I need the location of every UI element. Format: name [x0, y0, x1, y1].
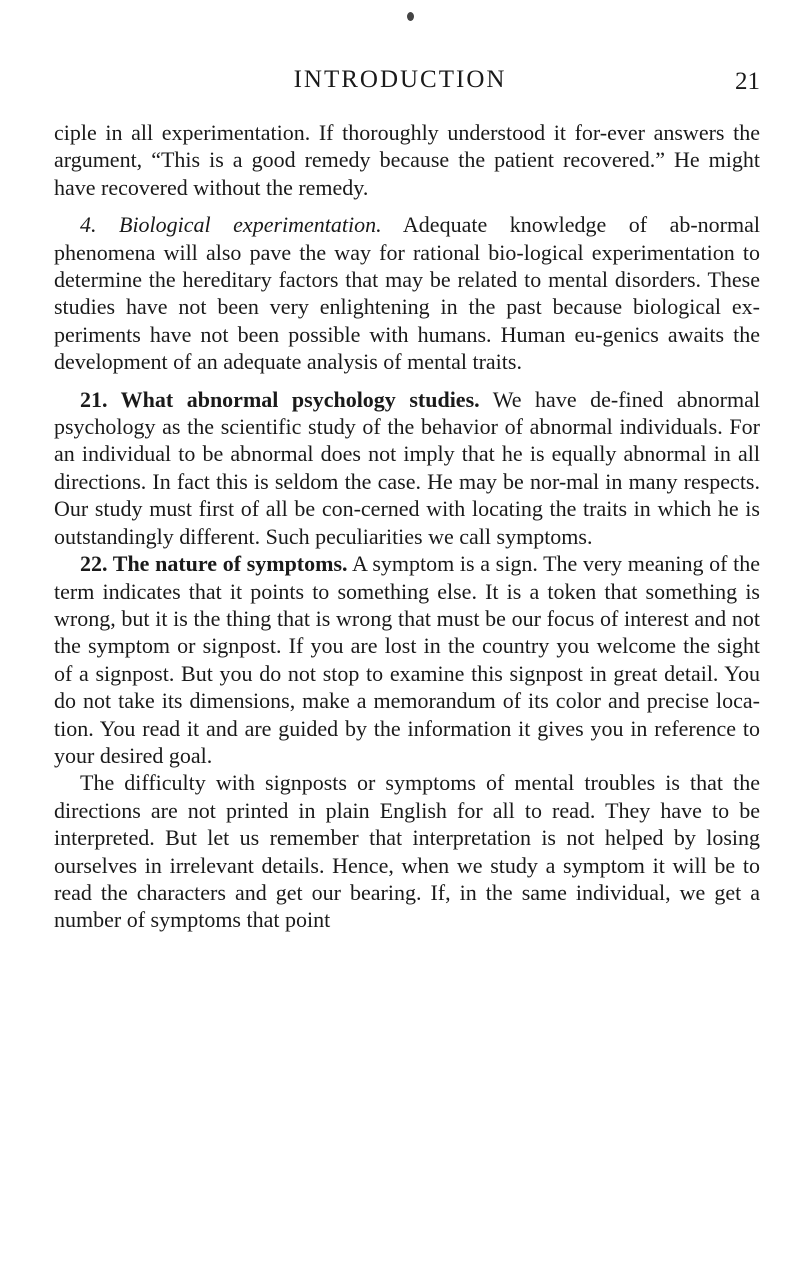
- paragraph-nature-of-symptoms: [54, 550, 760, 769]
- section-heading: 22. The nature of symptoms.: [80, 551, 348, 577]
- page-mark-dot: [407, 12, 414, 21]
- paragraph-text: Adequate knowledge of ab-normal phenomena will also pave the way for rational bio-logical experimentation to determine the hereditary factors that may be related to mental disorders. These studies have not been very enlightening in the past because biological ex-periments have not been possible with humans. Human eu-genics awaits the development of an adequate analysis of mental traits.: [54, 212, 760, 375]
- paragraph-text: A symptom is a sign. The very meaning of the term indicates that it points to something else. It is a token that something is wrong, but it is the thing that is wrong that must be our focus of interest and not the symptom or signpost. If you are lost in the country you welcome the sight of a signpost. But you do not stop to examine this signpost in great detail. You do not take its dimensions, make a memorandum of its color and precise loca-tion. You read it and are guided by the information it gives you in reference to your desired goal.: [54, 551, 760, 768]
- section-heading: 21. What abnormal psychology studies.: [80, 386, 480, 412]
- paragraph-continuation: [54, 119, 760, 201]
- section-heading: 4. Biological experimentation.: [80, 212, 382, 238]
- body-text: [54, 119, 760, 934]
- paragraph-signposts: [54, 769, 760, 933]
- paragraph-text: We have de-fined abnormal psychology as the scientific study of the behavior of abnormal individuals. For an individual to be abnormal does not imply that he is equally abnormal in all directions. In fact this is seldom the case. He may be nor-mal in many respects. Our study must first of all be con-cerned with locating the traits in which he is outstandingly different. Such peculiarities we call symptoms.: [54, 386, 760, 549]
- running-head: INTRODUCTION: [293, 66, 507, 93]
- page-header: [0, 66, 800, 102]
- paragraph-biological-experimentation: [54, 211, 760, 375]
- paragraph-text: The difficulty with signposts or symptoms of mental troubles is that the directions are not printed in plain English for all to read. They have to be interpreted. But let us remember that interpretation is not helped by losing ourselves in irrelevant details. Hence, when we study a symptom it will be to read the characters and get our bearing. If, in the same individual, we get a number of symptoms that point: [54, 770, 760, 933]
- paragraph-abnormal-psychology: [54, 386, 760, 550]
- paragraph-text: ciple in all experimentation. If thoroughly understood it for-ever answers the argument, “This is a good remedy because the patient recovered.” He might have recovered without the remedy.: [54, 120, 760, 200]
- page-number: 21: [735, 68, 760, 95]
